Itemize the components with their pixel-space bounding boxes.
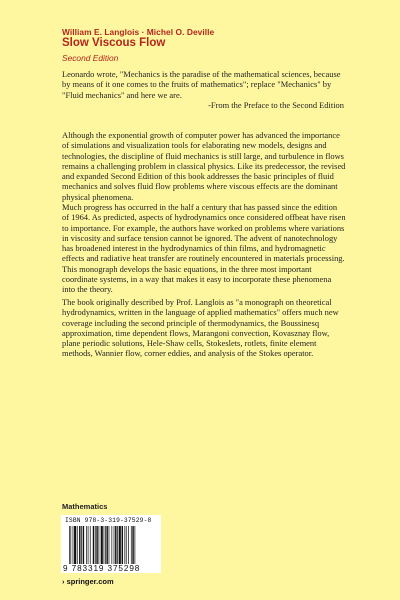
barcode-bar	[96, 526, 97, 564]
description-paragraph-3: The book originally described by Prof. Langlois as "a monograph on theoretical hydrodynamics, written in the language of applied mathematics" offers much new coverage including the second principle of thermodynamics, the Boussinesq approximation, time dependent flows, Marangoni convection, Kovasznay flow, plane periodic solutions, Hele-Shaw cells, Stokeslets, rotlets, finite element methods, Wannier flow, corner eddies, and analysis of the Stokes operator.	[62, 297, 339, 359]
barcode-bar	[86, 526, 87, 564]
barcode-bar	[70, 526, 71, 564]
barcode-bar	[79, 526, 80, 564]
barcode-bar	[104, 526, 105, 564]
barcode-bar	[119, 526, 121, 564]
book-title: Slow Viscous Flow	[62, 37, 166, 49]
barcode-bar	[83, 526, 84, 564]
barcode-bar	[105, 526, 106, 564]
subject-category: Mathematics	[62, 502, 108, 511]
authors: William E. Langlois · Michel O. Deville	[62, 27, 215, 37]
barcode-bar	[131, 526, 132, 564]
barcode-bars	[69, 526, 157, 564]
barcode-bar	[111, 526, 112, 564]
epigraph-quote: Leonardo wrote, "Mechanics is the paradise of the mathematical sciences, because by means of it one comes to the fruits of mathematics"; replace "Mechanics" by "Fluid mechanics" and here we are.	[62, 69, 341, 100]
isbn-text: ISBN 978-3-319-37529-8	[65, 517, 152, 524]
barcode-bar	[106, 526, 107, 564]
barcode-bar	[74, 526, 76, 564]
description-paragraph-2: Much progress has occurred in the half a century that has passed since the edition of 1964. As predicted, aspects of hydrodynamics once considered offbeat have risen to importance. For example, the authors have worked on problems where variations in viscosity and surface tension cannot be ignored. The advent of nanotechnology has broadened interest in the hydrodynamics of thin films, and hydromagnetic effects and radiative heat transfer are routinely encountered in materials processing. This monograph develops the basic equations, in the three most important coordinate systems, in a way that makes it easy to incorporate these phenomena into the theory.	[62, 202, 346, 294]
barcode-bar	[93, 526, 94, 564]
barcode-bar	[73, 526, 74, 564]
barcode-bar	[95, 526, 96, 564]
barcode-bar	[77, 526, 78, 564]
barcode-bar	[99, 526, 100, 564]
barcode-bar	[132, 526, 133, 564]
barcode-bar	[122, 526, 123, 564]
barcode-bar	[90, 526, 91, 564]
barcode-bar	[128, 526, 129, 564]
barcode-bar	[69, 526, 70, 564]
barcode-bar	[81, 526, 82, 564]
barcode-bar	[124, 526, 125, 564]
edition-label: Second Edition	[62, 53, 119, 63]
publisher-url: › springer.com	[62, 577, 114, 586]
barcode-bar	[115, 526, 116, 564]
isbn-barcode	[61, 515, 161, 573]
barcode-bar	[114, 526, 115, 564]
ean-digits: 9 783319 375298	[63, 564, 141, 573]
barcode-bar	[109, 526, 110, 564]
barcode-bar	[101, 526, 103, 564]
barcode-bar	[88, 526, 89, 564]
barcode-bar	[126, 526, 127, 564]
description-paragraph-1: Although the exponential growth of computer power has advanced the importance of simulations and visualization tools for elaborating new models, designs and technologies, the discipline of fluid mechanics is still large, and turbulence in flows remains a challenging problem in classical physics. Like its predecessor, the revised and expanded Second Edition of this book addresses the basic principles of fluid mechanics and solves fluid flow problems where viscous effects are the dominant physical phenomena.	[62, 130, 346, 202]
epigraph-attribution: -From the Preface to the Second Edition	[208, 100, 344, 110]
barcode-bar	[135, 526, 136, 564]
barcode-bar	[117, 526, 118, 564]
